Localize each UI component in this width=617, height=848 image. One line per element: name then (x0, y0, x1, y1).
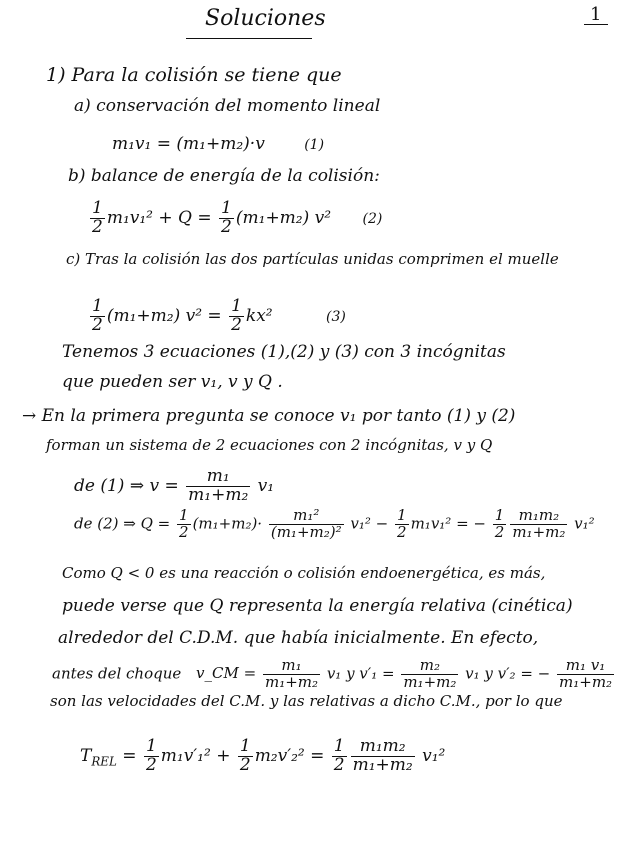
result-q-end: v₁² (574, 514, 595, 533)
half-fraction: $\frac{1}{2}$ (92, 198, 103, 237)
half-fraction: $\frac{1}{2}$ (397, 506, 407, 541)
question-line-1: → En la primera pregunta se conoce v₁ por tanto (1) y (2) (22, 406, 516, 426)
v1p-tail: v₁ y v′₂ = − (465, 664, 551, 683)
half-fraction: $\frac{1}{2}$ (494, 506, 505, 541)
discussion-line-2: puede verse que Q representa la energía relativa (cinética) (62, 596, 573, 616)
equation-1-tag: (1) (304, 137, 325, 153)
cm-velocities (52, 658, 616, 691)
result-v-suffix: v₁ (257, 475, 275, 496)
cm-prefix: antes del choque (52, 664, 182, 683)
half-fraction: $\frac{1}{2}$ (231, 296, 242, 335)
unknowns-line-2: que pueden ser v₁, v y Q . (62, 372, 283, 392)
equation-2-rhs: (m₁+m₂) v² (235, 207, 332, 228)
half-fraction: $\frac{1}{2}$ (333, 736, 345, 775)
half-fraction: $\frac{1}{2}$ (239, 736, 251, 775)
item-a-label: a) conservación del momento lineal (74, 96, 381, 116)
trel-end: v₁² (422, 745, 446, 766)
relative-energy (80, 738, 445, 775)
vcm-label: v_CM = (196, 664, 257, 683)
result-q-prefix: de (2) ⇒ Q = (74, 514, 171, 533)
half-fraction: $\frac{1}{2}$ (145, 736, 157, 775)
result-q-tail: v₁² − (350, 514, 389, 533)
equation-3-lhs: (m₁+m₂) v² = (106, 305, 222, 326)
mass-squared-fraction: $\frac{\text{m₁²}}{\text{(m₁+m₂)²}}$ (270, 506, 342, 541)
page-title: Soluciones (205, 6, 326, 31)
equation-3 (88, 298, 346, 335)
equation-3-rhs: kx² (245, 305, 273, 326)
discussion-line-3: alrededor del C.D.M. que había inicialmente. En efecto, (58, 628, 539, 648)
trel-symbol: $T_{REL}$ (80, 745, 117, 769)
v2p-fraction: $\frac{\text{m₁ v₁}}{\text{m₁+m₂}}$ (559, 656, 613, 691)
equation-2-lhs: m₁v₁² + Q = (106, 207, 212, 228)
result-q (74, 508, 595, 541)
discussion-line-1: Como Q < 0 es una reacción o colisión endoenergética, es más, (62, 564, 546, 582)
trel-term-1: m₁v′₁² + (160, 745, 231, 766)
result-q-mid: (m₁+m₂)· (192, 514, 263, 533)
equation-2 (88, 200, 382, 237)
trel-mass-fraction: $\frac{\text{m₁m₂}}{\text{m₁+m₂}}$ (352, 736, 413, 775)
trel-term-2: m₂v′₂² = (254, 745, 325, 766)
intro-line: 1) Para la colisión se tiene que (46, 64, 342, 86)
half-fraction: $\frac{1}{2}$ (179, 506, 189, 541)
equation-1 (112, 136, 324, 153)
equation-2-tag: (2) (362, 210, 383, 227)
v1p-fraction: $\frac{\text{m₂}}{\text{m₁+m₂}}$ (403, 656, 457, 691)
vcm-fraction: $\frac{\text{m₁}}{\text{m₁+m₂}}$ (264, 656, 319, 691)
item-b-label: b) balance de energía de la colisión: (68, 166, 380, 186)
title-underline (186, 38, 312, 39)
vcm-tail: v₁ y v′₁ = (326, 664, 395, 683)
mass-fraction: $\frac{\text{m₁}}{\text{m₁+m₂}}$ (188, 466, 249, 505)
result-v (74, 468, 274, 505)
equation-3-tag: (3) (326, 308, 346, 325)
result-v-prefix: de (1) ⇒ v = (74, 475, 179, 496)
unknowns-line-1: Tenemos 3 ecuaciones (1),(2) y (3) con 3 incógnitas (62, 342, 506, 362)
trel-equals: = (122, 745, 137, 766)
question-line-2: forman un sistema de 2 ecuaciones con 2 incógnitas, v y Q (46, 436, 493, 454)
half-fraction: $\frac{1}{2}$ (221, 198, 232, 237)
half-fraction: $\frac{1}{2}$ (92, 296, 103, 335)
equation-1-body: m₁v₁ = (m₁+m₂)·v (112, 134, 265, 154)
reduced-mass-fraction: $\frac{\text{m₁m₂}}{\text{m₁+m₂}}$ (512, 506, 566, 541)
page-number-underline (584, 24, 608, 25)
discussion-line-5: son las velocidades del C.M. y las relativas a dicho C.M., por lo que (50, 692, 563, 710)
page-number: 1 (590, 4, 602, 25)
item-c-label: c) Tras la colisión las dos partículas unidas comprimen el muelle (66, 250, 559, 268)
result-q-tail2: m₁v₁² = − (410, 514, 486, 533)
